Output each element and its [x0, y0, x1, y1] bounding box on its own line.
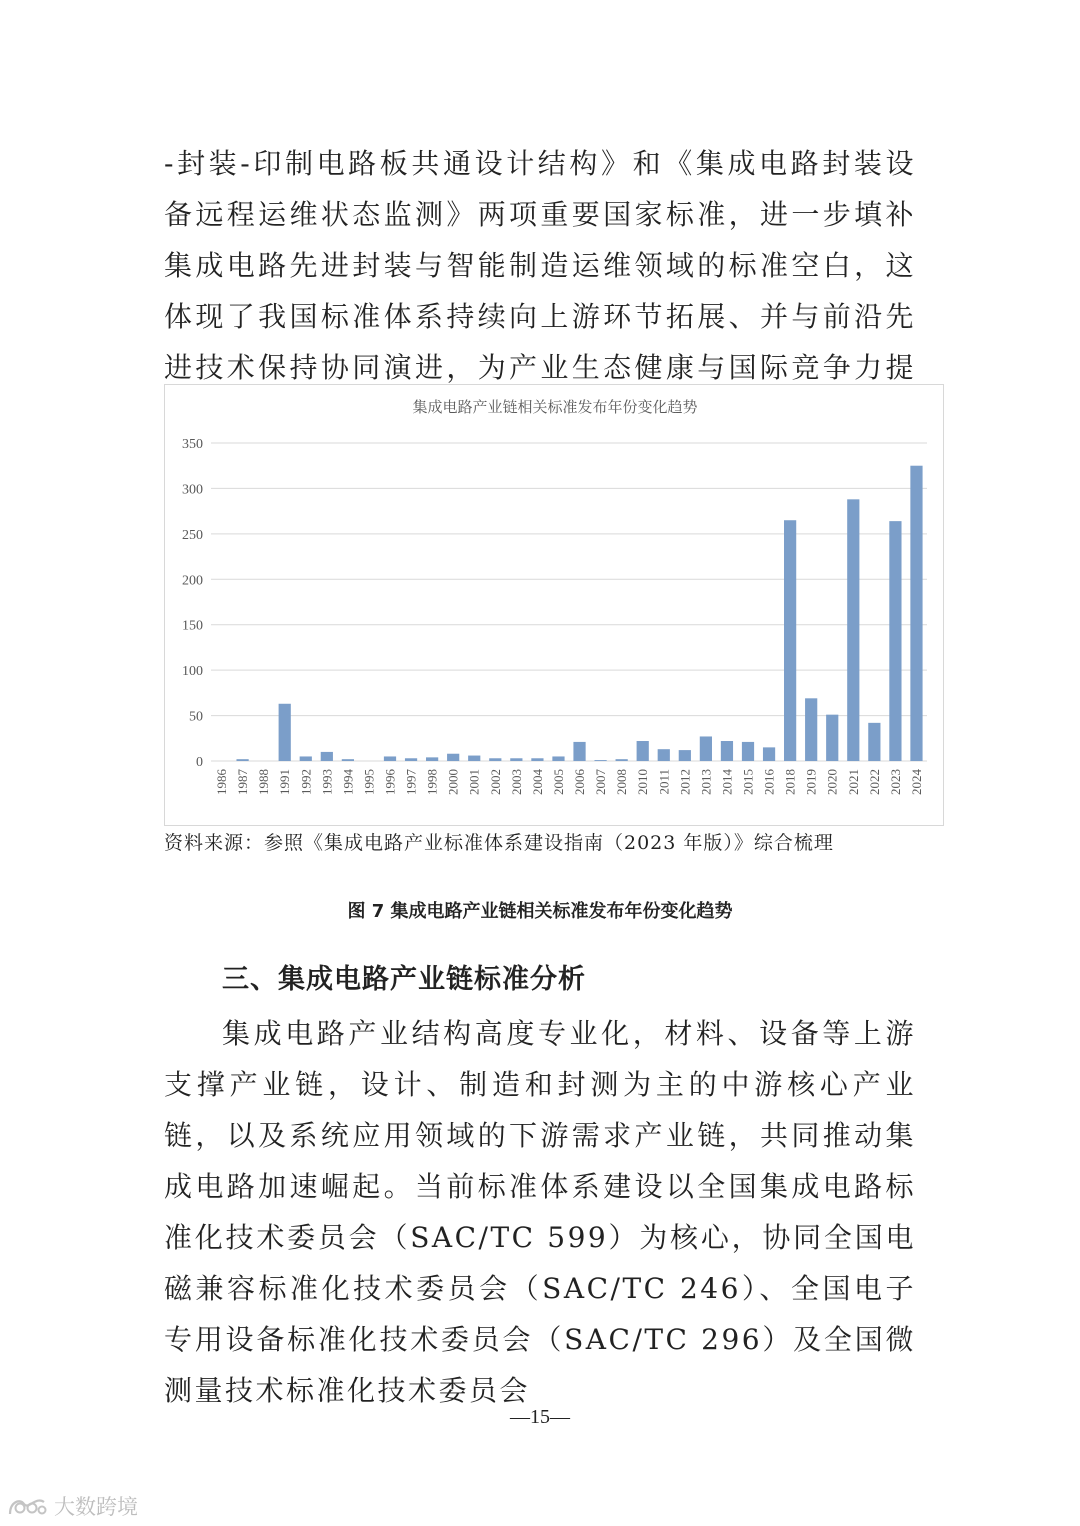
bar-2008 — [616, 759, 628, 761]
x-tick-label: 2020 — [824, 769, 840, 795]
x-tick-label: 1996 — [382, 769, 398, 795]
bar-2018 — [784, 520, 796, 761]
bar-2001 — [468, 756, 480, 761]
bar-2003 — [510, 758, 522, 761]
x-tick-label: 2024 — [908, 769, 924, 795]
x-tick-label: 2022 — [866, 769, 882, 795]
bar-1987 — [236, 759, 248, 761]
x-tick-label: 2018 — [782, 769, 798, 795]
figure-caption: 图 7 集成电路产业链相关标准发布年份变化趋势 — [347, 901, 733, 922]
y-tick-label: 150 — [182, 618, 203, 634]
bar-2004 — [531, 758, 543, 761]
bar-2002 — [489, 758, 501, 761]
x-tick-label: 2015 — [740, 769, 756, 795]
bar-1998 — [426, 757, 438, 761]
bar-2005 — [552, 756, 564, 761]
watermark-logo-icon — [6, 1492, 50, 1520]
y-tick-label: 250 — [182, 527, 203, 543]
x-tick-label: 2005 — [550, 769, 566, 795]
y-tick-label: 200 — [182, 573, 203, 589]
bar-2019 — [805, 698, 817, 761]
x-tick-label: 2023 — [887, 769, 903, 795]
bar-2013 — [700, 736, 712, 761]
x-tick-label: 1986 — [214, 769, 230, 795]
chart-title: 集成电路产业链相关标准发布年份变化趋势 — [412, 398, 698, 416]
x-tick-label: 1991 — [277, 769, 293, 795]
watermark — [6, 1491, 138, 1521]
x-tick-label: 2004 — [529, 769, 545, 795]
bar-chart — [164, 384, 944, 826]
bar-2022 — [868, 723, 880, 761]
bar-1993 — [321, 752, 333, 761]
section-heading: 三、集成电路产业链标准分析 — [222, 964, 586, 995]
x-tick-label: 2012 — [677, 769, 693, 795]
x-tick-label: 1992 — [298, 769, 314, 795]
x-tick-label: 1994 — [340, 769, 356, 795]
bar-2011 — [658, 749, 670, 761]
bar-1991 — [279, 704, 291, 761]
x-tick-label: 1987 — [235, 769, 251, 795]
chart-canvas — [165, 385, 945, 827]
x-tick-label: 2001 — [466, 769, 482, 795]
x-tick-label: 2007 — [593, 769, 609, 795]
x-tick-label: 2002 — [487, 769, 503, 795]
x-tick-label: 2021 — [845, 769, 861, 795]
bar-2024 — [910, 466, 922, 761]
x-tick-label: 2003 — [508, 769, 524, 795]
bar-2010 — [637, 741, 649, 761]
bar-2000 — [447, 754, 459, 761]
bar-2015 — [742, 742, 754, 761]
bar-1996 — [384, 756, 396, 761]
bar-1992 — [300, 756, 312, 761]
bar-2021 — [847, 499, 859, 761]
y-tick-label: 300 — [182, 482, 203, 498]
x-tick-label: 2008 — [614, 769, 630, 795]
bar-2014 — [721, 741, 733, 761]
x-tick-label: 2014 — [719, 769, 735, 795]
x-tick-label: 1997 — [403, 769, 419, 795]
y-tick-label: 350 — [182, 437, 203, 452]
x-tick-label: 1993 — [319, 769, 335, 795]
x-tick-label: 1995 — [361, 769, 377, 795]
x-tick-label: 2010 — [635, 769, 651, 795]
x-tick-label: 2019 — [803, 769, 819, 795]
page-number: —15— — [510, 1406, 570, 1428]
x-tick-label: 2016 — [761, 769, 777, 795]
source-note: 资料来源：参照《集成电路产业标准体系建设指南（2023 年版）》综合梳理 — [164, 832, 834, 854]
x-tick-label: 1988 — [256, 769, 272, 795]
x-tick-label: 2011 — [656, 769, 672, 795]
x-tick-label: 2013 — [698, 769, 714, 795]
x-tick-label: 2006 — [572, 769, 588, 795]
bar-2020 — [826, 715, 838, 761]
y-tick-label: 0 — [196, 755, 203, 770]
bar-1994 — [342, 759, 354, 761]
bar-2007 — [594, 760, 606, 761]
body-paragraph-1: -封装-印制电路板共通设计结构》和《集成电路封装设备远程运维状态监测》两项重要国家标准，进一步填补集成电路先进封装与智能制造运维领域的标准空白，这体现了我国标准体系持续向上游环节拓展、并与前沿先进技术保持协同演进，为产业生态健康与国际竞争力提 — [164, 147, 916, 384]
bar-2016 — [763, 747, 775, 761]
y-tick-label: 50 — [189, 709, 203, 725]
x-tick-label: 2000 — [445, 769, 461, 795]
watermark-text: 大数跨境 — [54, 1495, 138, 1519]
bar-2006 — [573, 742, 585, 761]
x-tick-label: 1998 — [424, 769, 440, 795]
bar-2012 — [679, 750, 691, 761]
y-tick-label: 100 — [182, 664, 203, 680]
bar-1997 — [405, 758, 417, 761]
bar-2023 — [889, 521, 901, 761]
body-paragraph-2: 集成电路产业结构高度专业化，材料、设备等上游支撑产业链，设计、制造和封测为主的中游核心产业链，以及系统应用领域的下游需求产业链，共同推动集成电路加速崛起。当前标准体系建设以全国集成电路标准化技术委员会（SAC/TC 599）为核心，协同全国电磁兼容标准化技术委员会（SAC/TC 246）、全国电子专用设备标准化技术委员会（SAC/TC 296）及全国微测量技术标准化技术委员会 — [164, 1017, 916, 1407]
